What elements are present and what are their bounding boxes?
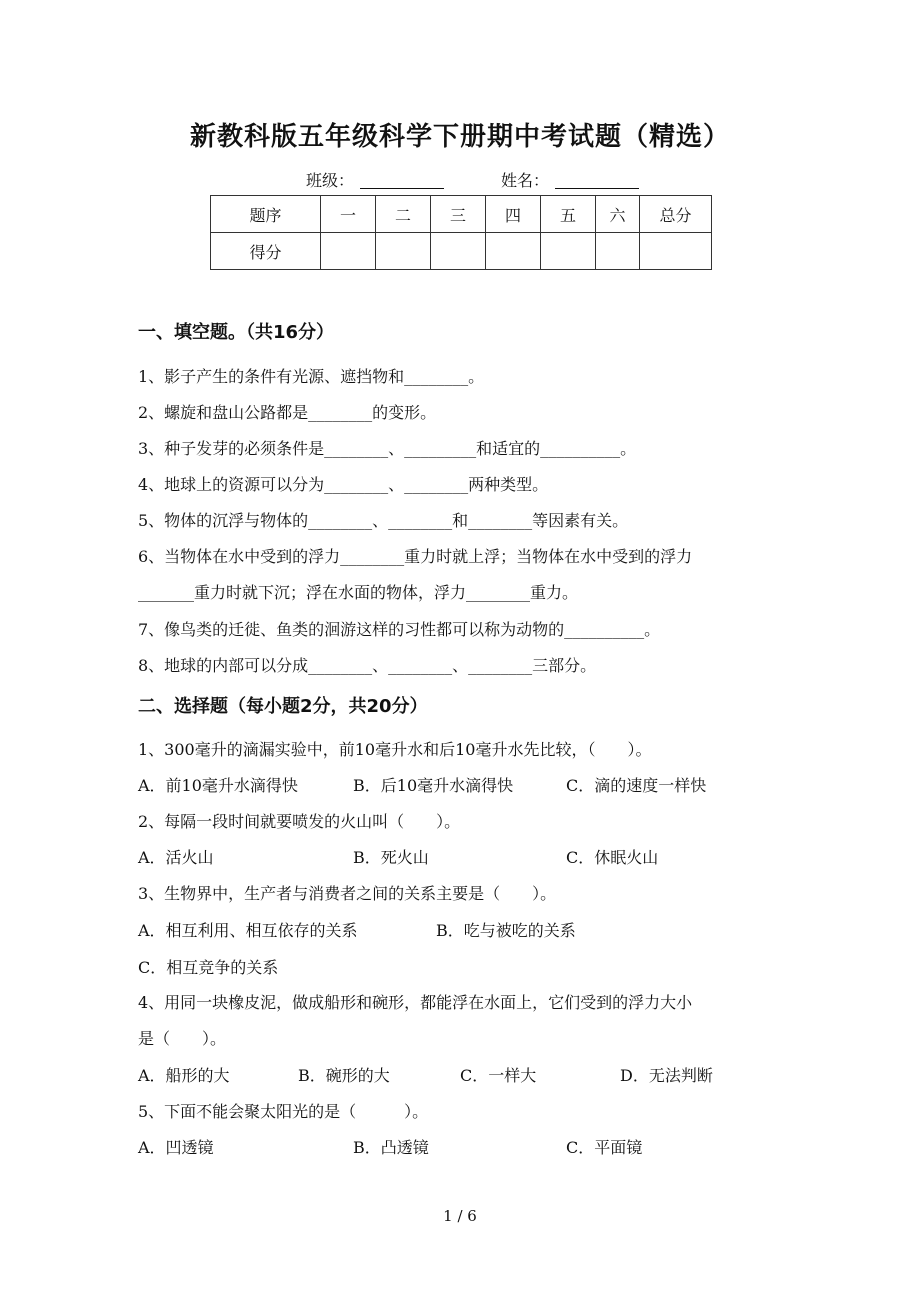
score-cell[interactable]: [431, 233, 486, 270]
question: 1、影子产生的条件有光源、遮挡物和________。: [138, 367, 485, 386]
question: 7、像鸟类的迁徙、鱼类的洄游这样的习性都可以称为动物的__________。: [138, 620, 661, 639]
question: 3、种子发芽的必须条件是________、_________和适宜的__________。: [138, 439, 637, 458]
option: A．船形的大: [138, 1066, 230, 1085]
option: B．死火山: [353, 848, 429, 867]
header-cell: 二: [376, 196, 431, 233]
question: 3、生物界中，生产者与消费者之间的关系主要是（ ）。: [138, 884, 557, 903]
score-cell[interactable]: [596, 233, 640, 270]
header-cell: 题序: [211, 196, 321, 233]
question: 5、下面不能会聚太阳光的是（ ）。: [138, 1102, 429, 1121]
option: A．前10毫升水滴得快: [138, 776, 298, 795]
option: C．滴的速度一样快: [566, 776, 707, 795]
option: C．相互竞争的关系: [138, 958, 279, 977]
row-label: 得分: [211, 233, 321, 270]
question: 2、螺旋和盘山公路都是________的变形。: [138, 403, 437, 422]
question: 2、每隔一段时间就要喷发的火山叫（ ）。: [138, 812, 461, 831]
question: 4、地球上的资源可以分为________、________两种类型。: [138, 475, 549, 494]
header-cell: 六: [596, 196, 640, 233]
option: C．休眠火山: [566, 848, 659, 867]
name-label: 姓名：: [501, 171, 550, 190]
name-blank: [555, 188, 639, 189]
option: B．吃与被吃的关系: [436, 921, 576, 940]
option: A．活火山: [138, 848, 214, 867]
question: 4、用同一块橡皮泥，做成船形和碗形，都能浮在水面上，它们受到的浮力大小: [138, 993, 693, 1012]
score-cell[interactable]: [640, 233, 712, 270]
score-table: [210, 195, 712, 270]
header-cell: 五: [541, 196, 596, 233]
header-cell: 总分: [640, 196, 712, 233]
score-cell[interactable]: [376, 233, 431, 270]
question: 1、300毫升的滴漏实验中，前10毫升水和后10毫升水先比较，（ ）。: [138, 740, 652, 759]
score-table-header: [211, 196, 712, 233]
question-continued: _______重力时就下沉；浮在水面的物体，浮力________重力。: [138, 583, 579, 602]
header-cell: 三: [431, 196, 486, 233]
question-continued: 是（ ）。: [138, 1029, 227, 1048]
option: D．无法判断: [620, 1066, 713, 1085]
score-cell[interactable]: [321, 233, 376, 270]
score-table-row: [211, 233, 712, 270]
header-cell: 一: [321, 196, 376, 233]
option: B．凸透镜: [353, 1138, 429, 1157]
option: C．一样大: [460, 1066, 537, 1085]
option: A．凹透镜: [138, 1138, 214, 1157]
page-title: 新教科版五年级科学下册期中考试题（精选）: [189, 122, 730, 152]
score-cell[interactable]: [541, 233, 596, 270]
question: 6、当物体在水中受到的浮力________重力时就上浮；当物体在水中受到的浮力: [138, 547, 693, 566]
question: 5、物体的沉浮与物体的________、________和________等因素有关。: [138, 511, 629, 530]
option: C．平面镜: [566, 1138, 643, 1157]
score-cell[interactable]: [486, 233, 541, 270]
page-number: 1 / 6: [443, 1207, 477, 1225]
section-heading: 一、填空题。（共16分）: [138, 322, 335, 343]
option: A．相互利用、相互依存的关系: [138, 921, 358, 940]
class-label: 班级：: [306, 171, 355, 190]
question: 8、地球的内部可以分成________、________、________三部分。: [138, 656, 597, 675]
option: B．碗形的大: [298, 1066, 390, 1085]
option: B．后10毫升水滴得快: [353, 776, 514, 795]
header-cell: 四: [486, 196, 541, 233]
class-blank: [360, 188, 444, 189]
section-heading: 二、选择题（每小题2分，共20分）: [138, 696, 428, 717]
